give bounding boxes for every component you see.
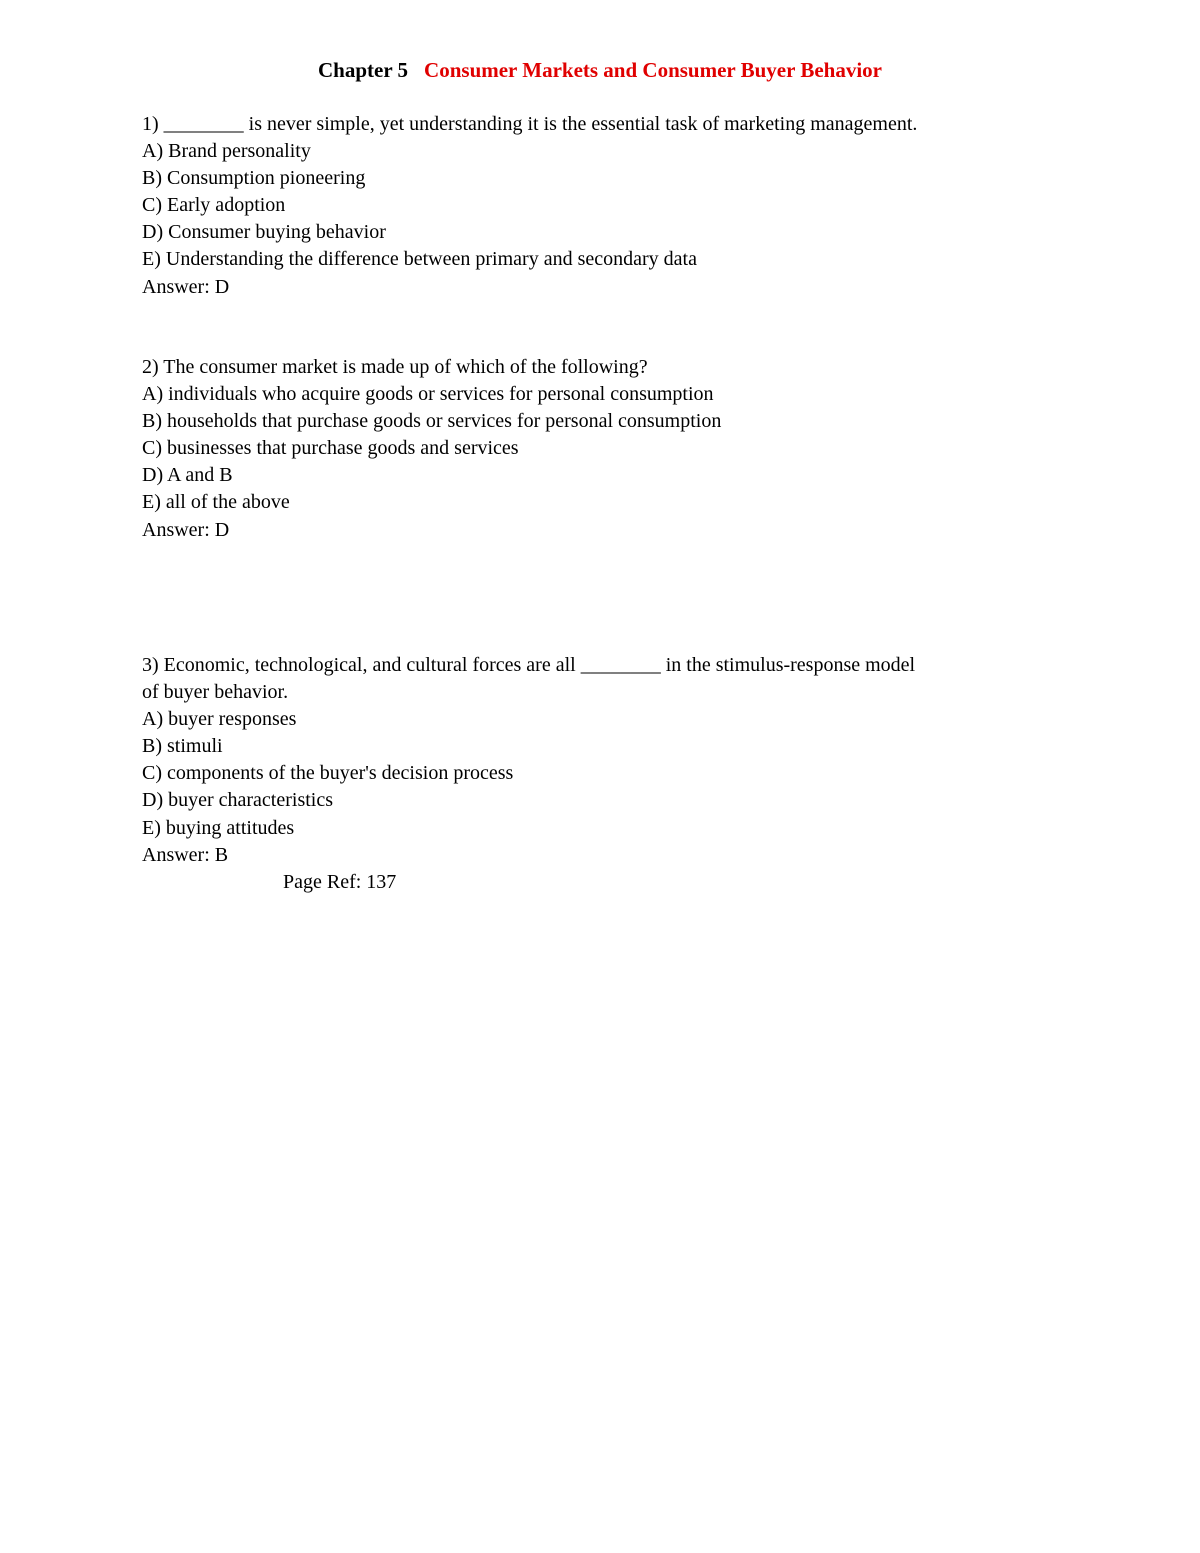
option-c: C) businesses that purchase goods and services xyxy=(142,437,519,460)
option-e: E) buying attitudes xyxy=(142,816,295,839)
answer: Answer: B xyxy=(142,843,229,866)
question-stem-line-2: of buyer behavior. xyxy=(142,681,289,704)
question-stem: 2) The consumer market is made up of which of the following? xyxy=(142,356,648,378)
question-stem-line-1: 3) Economic, technological, and cultural forces are all ________ in the stimulus-response model xyxy=(142,654,916,676)
question-stem: 1) ________ is never simple, yet understanding it is the essential task of marketing management. xyxy=(142,113,918,135)
option-d: D) A and B xyxy=(142,464,233,487)
chapter-number: Chapter 5 xyxy=(318,58,409,82)
option-e: E) Understanding the difference between primary and secondary data xyxy=(142,248,697,271)
option-c: C) components of the buyer's decision process xyxy=(142,762,514,785)
answer: Answer: D xyxy=(142,275,230,298)
option-e: E) all of the above xyxy=(142,491,290,514)
question-2 xyxy=(142,354,1072,544)
option-d: D) Consumer buying behavior xyxy=(142,221,386,244)
option-b: B) stimuli xyxy=(142,735,223,758)
page-reference: Page Ref: 137 xyxy=(283,870,397,893)
option-a: A) Brand personality xyxy=(142,140,311,163)
question-3 xyxy=(142,652,1072,896)
option-a: A) individuals who acquire goods or services for personal consumption xyxy=(142,383,714,406)
chapter-title xyxy=(0,56,1200,84)
option-d: D) buyer characteristics xyxy=(142,789,334,812)
answer: Answer: D xyxy=(142,518,230,541)
option-b: B) households that purchase goods or services for personal consumption xyxy=(142,410,722,433)
option-b: B) Consumption pioneering xyxy=(142,167,366,190)
chapter-topic: Consumer Markets and Consumer Buyer Behavior xyxy=(424,58,882,82)
option-c: C) Early adoption xyxy=(142,194,286,217)
option-a: A) buyer responses xyxy=(142,708,297,731)
question-1 xyxy=(142,111,1072,301)
